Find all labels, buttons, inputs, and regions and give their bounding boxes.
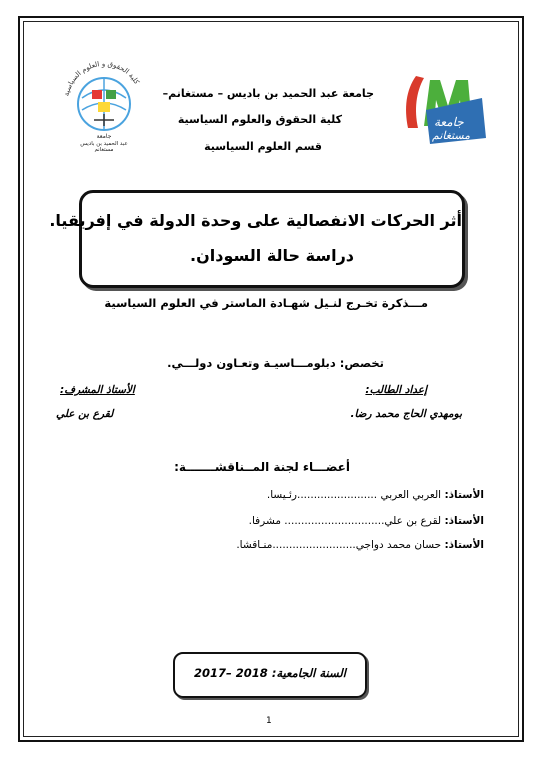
faculty-logo-caption-2: عبد الحميد بن باديس <box>80 141 128 147</box>
committee-member-line: العربي العربي ........................رئـيسا. <box>266 489 442 501</box>
university-logo-text-2: مستغانم <box>432 129 471 142</box>
academic-year-box <box>173 652 367 698</box>
faculty-logo-arc-text: كلية الحقوق و العلوم السياسية <box>62 59 141 97</box>
committee-member-2 <box>249 515 484 527</box>
committee-member-prefix: الأستاذ: <box>444 539 484 551</box>
committee-member-line: حسان محمد دواجي.........................منـاقشا. <box>236 539 442 551</box>
faculty-logo-caption-3: مستغانم <box>94 147 114 152</box>
committee-heading: أعضـــاء لجنة المــناقشـــــــة: <box>174 460 350 474</box>
specialization: تخصص: دبلومـــاسيـة وتعـاون دولـــي. <box>167 356 384 370</box>
committee-member-line: لقرع بن علي.............................. مشرفا. <box>248 515 442 527</box>
faculty-logo <box>58 58 150 152</box>
committee-member-prefix: الأستاذ: <box>444 489 484 501</box>
thesis-subtitle: مـــذكرة تخـرج لنـيل شهـادة الماستر في العلوم السياسية <box>104 296 428 310</box>
student-name: بومهدي الحاج محمد رضا. <box>350 408 462 420</box>
thesis-title-line-2: دراسة حالة السودان. <box>190 246 354 265</box>
faculty-name: كلية الحقوق والعلوم السياسية <box>177 113 342 126</box>
supervisor-name: لقرع بن علي <box>56 408 114 420</box>
committee-member-1 <box>267 489 484 501</box>
academic-year-value: 2017– 2018 <box>194 666 268 680</box>
university-logo <box>396 68 490 146</box>
student-label: إعداد الطالب: <box>365 384 427 396</box>
academic-year-label: السنة الجامعية: <box>271 666 346 680</box>
faculty-logo-caption-1: جامعة <box>96 133 112 140</box>
department-name: قسم العلوم السياسية <box>204 140 322 153</box>
university-logo-text-1: جامعة <box>434 115 464 129</box>
committee-member-prefix: الأستاذ: <box>444 515 484 527</box>
committee-member-3 <box>236 539 484 551</box>
page-number: 1 <box>266 716 272 726</box>
thesis-title-line-1: أثر الحركات الانفصالية على وحدة الدولة في إفريقيا. <box>49 211 462 230</box>
academic-year <box>175 666 365 680</box>
supervisor-label: الأستاذ المشرف: <box>60 384 135 396</box>
university-name: جامعة عبد الحميد بن باديس – مستغانم– <box>162 87 374 100</box>
thesis-title-box <box>49 190 465 288</box>
